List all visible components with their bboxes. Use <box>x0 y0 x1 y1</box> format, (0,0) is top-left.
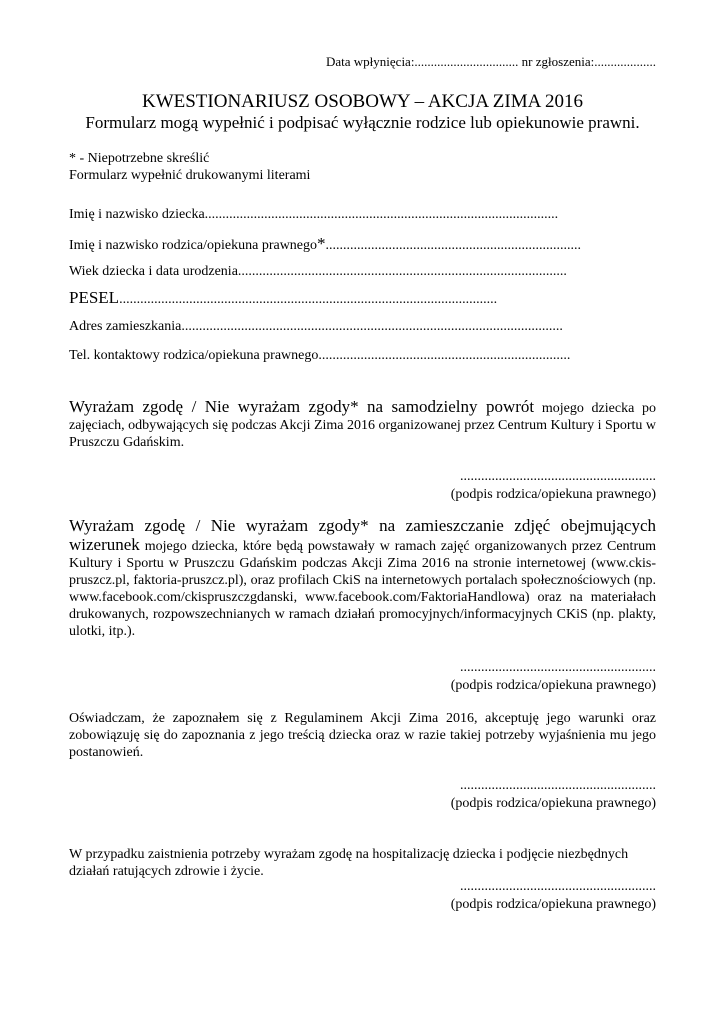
signature-block-1[interactable] <box>451 468 656 504</box>
field-dots: ............................................................................................................ <box>119 292 498 307</box>
page-subtitle: Formularz mogą wypełnić i podpisać wyłącznie rodzice lub opiekunowie prawni. <box>85 113 640 132</box>
field-phone[interactable] <box>69 347 655 365</box>
signature-line[interactable]: ........................................................ <box>460 778 656 793</box>
signature-label: (podpis rodzica/opiekuna prawnego) <box>450 897 656 912</box>
signature-label: (podpis rodzica/opiekuna prawnego) <box>450 487 656 502</box>
field-dots: ........................................................................ <box>318 348 571 363</box>
field-label: Imię i nazwisko dziecka <box>69 207 205 222</box>
field-dots: ............................................................................................................. <box>181 319 563 334</box>
field-address[interactable] <box>69 318 655 336</box>
consent-return-home <box>69 398 656 451</box>
consent-body: mojego dziecka, które będą powstawały w ramach zajęć organizowanych przez Centrum Kultury i Sportu w Pruszczu Gdańskim podczas Akcji Zima 2016 na stronie internetowej (www.ckis-pruszcz.pl, faktoria-pruszcz.pl), oraz profilach CkiS na internetowych portalach społecznościowych (np. www.facebook.com/ckispruszczgdanski, www.facebook.com/FaktoriaHandlowa) oraz na materiałach drukowanych, rozpowszechnianych w ramach działań promocyjnych/informacyjnych CKiS (np. plakty, ulotki, itp.). <box>69 539 656 639</box>
signature-label: (podpis rodzica/opiekuna prawnego) <box>450 796 656 811</box>
signature-line[interactable]: ........................................................ <box>460 469 656 484</box>
note-asterisk: * - Niepotrzebne skreślić <box>69 151 210 166</box>
signature-block-2[interactable] <box>451 659 656 695</box>
statement-body: Oświadczam, że zapoznałem się z Regulaminem Akcji Zima 2016, akceptuję jego warunki oraz zobowiązuję się do zapoznania z jego treścią dziecka oraz w razie takiej potrzeby wyjaśnienia mu jego postanowień. <box>69 711 656 760</box>
intake-info: Data wpłynięcia:................................ nr zgłoszenia:................... <box>326 54 656 69</box>
signature-line[interactable]: ........................................................ <box>460 660 656 675</box>
field-label: Imię i nazwisko rodzica/opiekuna prawnego <box>69 238 318 253</box>
note-block-letters: Formularz wypełnić drukowanymi literami <box>69 168 311 183</box>
consent-body: mojego dziecka po zajęciach, odbywających się podczas Akcji Zima 2016 organizowanej przez Centrum Kultury i Sportu w Pruszczu Gdańskim. <box>69 401 656 450</box>
field-pesel[interactable] <box>69 289 655 309</box>
page-title: KWESTIONARIUSZ OSOBOWY – AKCJA ZIMA 2016 <box>141 91 584 112</box>
field-child-name[interactable] <box>69 206 655 224</box>
consent-lead: Wyrażam zgodę / Nie wyrażam zgody* na zamieszczanie zdjęć obejmujących wizerunek <box>69 516 656 554</box>
field-label: Tel. kontaktowy rodzica/opiekuna prawnego <box>69 348 319 363</box>
consent-photos <box>69 517 656 640</box>
field-label: Wiek dziecka i data urodzenia <box>69 264 238 279</box>
statement-body: W przypadku zaistnienia potrzeby wyrażam zgodę na hospitalizację dziecka i podjęcie niezbędnych działań ratujących zdrowie i życie. <box>69 847 629 879</box>
signature-block-3[interactable] <box>451 777 656 813</box>
field-dots: .............................................................................................. <box>237 264 567 279</box>
field-dots: ......................................................................... <box>325 238 582 253</box>
statement-regulations <box>69 710 656 761</box>
field-label: Adres zamieszkania <box>69 319 182 334</box>
field-child-age[interactable] <box>69 263 655 281</box>
signature-block-4[interactable] <box>451 878 656 914</box>
consent-hospitalization <box>69 846 656 880</box>
consent-lead: Wyrażam zgodę / Nie wyrażam zgody* na samodzielny powrót <box>69 397 535 416</box>
signature-label: (podpis rodzica/opiekuna prawnego) <box>450 678 656 693</box>
field-dots: ..................................................................................................... <box>204 207 559 222</box>
signature-line[interactable]: ........................................................ <box>460 879 656 894</box>
field-parent-name[interactable] <box>69 235 655 255</box>
field-label: PESEL <box>69 289 120 307</box>
field-star: * <box>317 235 326 253</box>
